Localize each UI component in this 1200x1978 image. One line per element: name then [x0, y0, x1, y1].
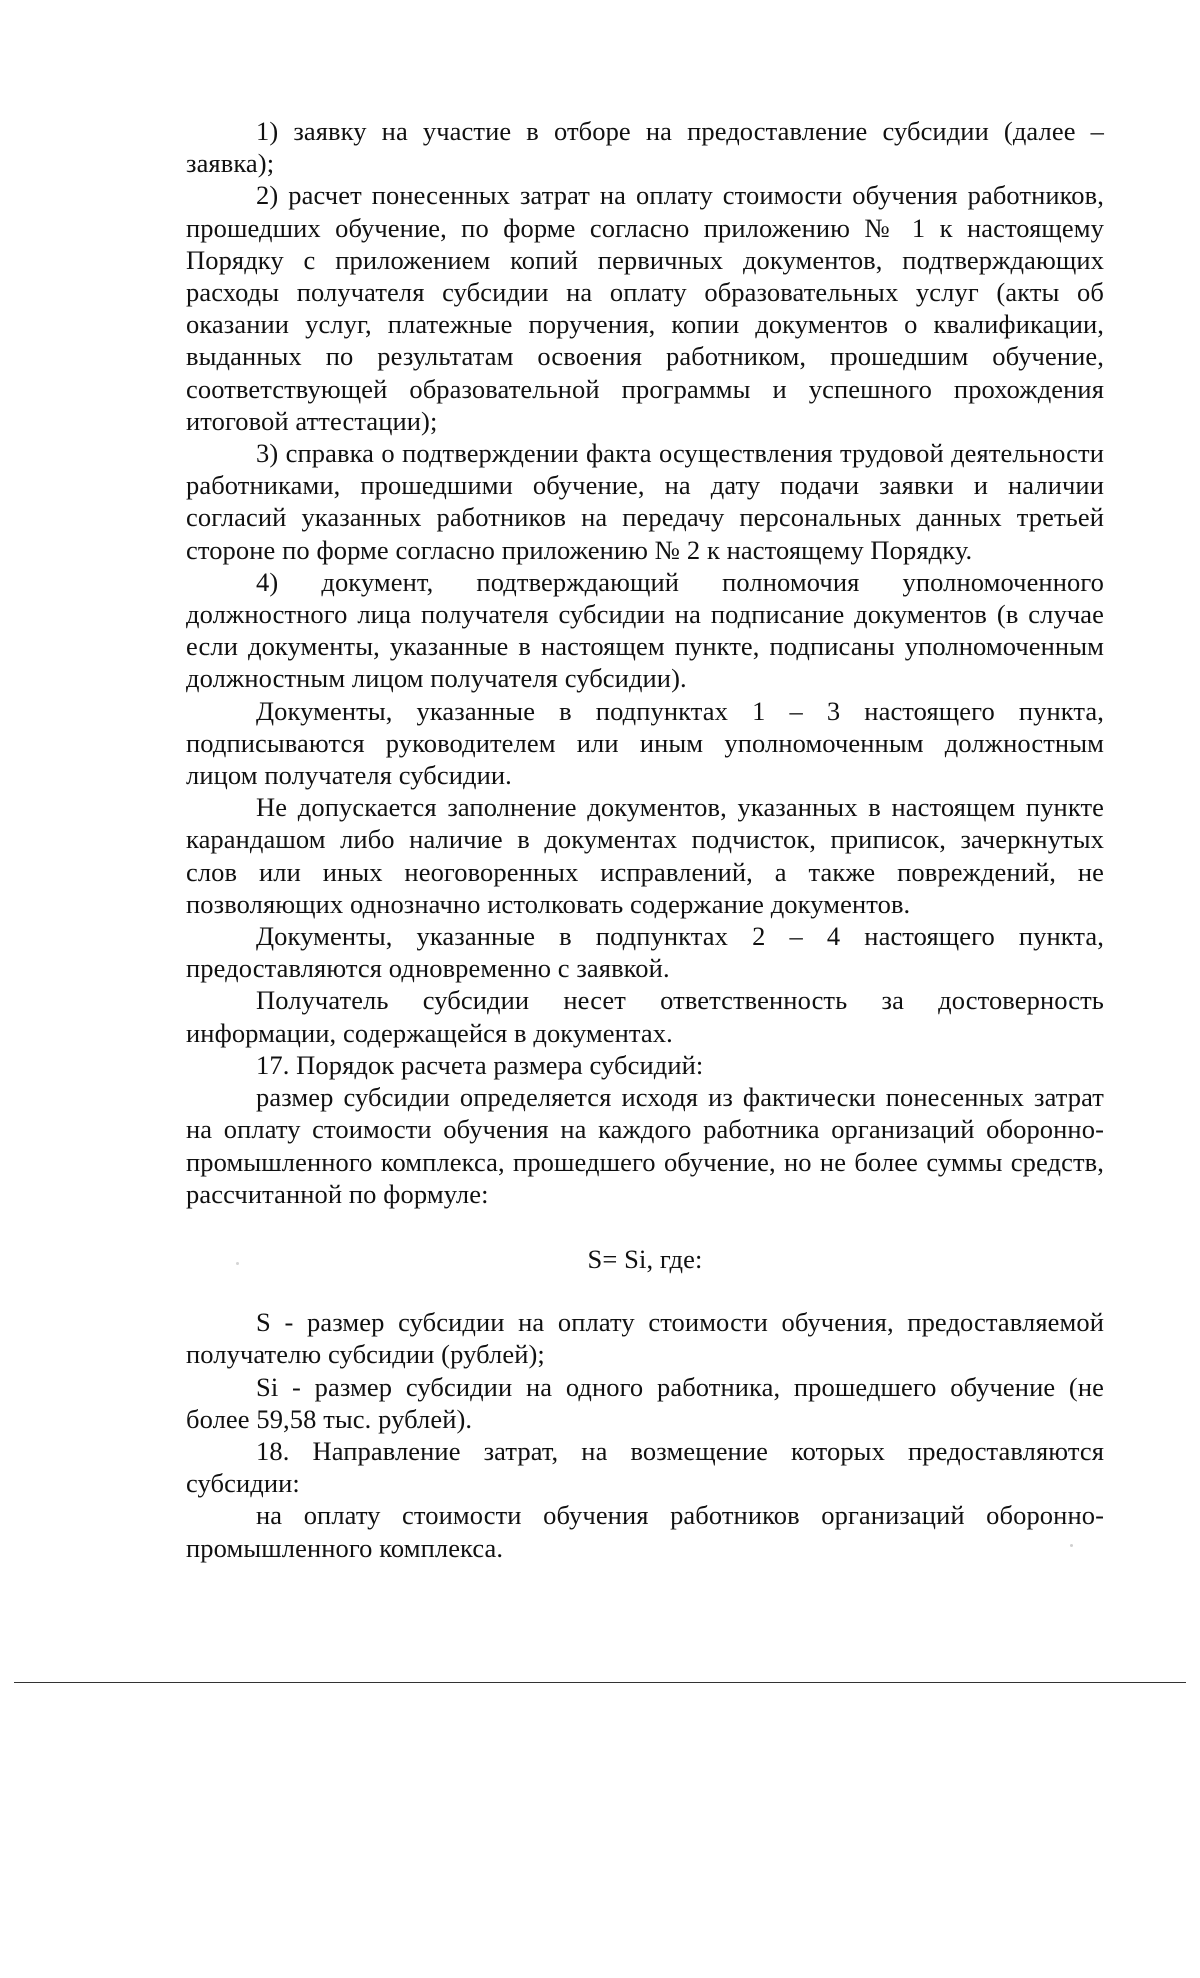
paragraph-item-3: 3) справка о подтверждении факта осуществления трудовой деятельности работниками, прошедшими обучение, на дату подачи заявки и наличии согласий указанных работников на передачу персональных данных третьей стороне по форме согласно приложению № 2 к настоящему Порядку. [186, 438, 1104, 565]
paragraph-submission-rule: Документы, указанные в подпунктах 2 – 4 настоящего пункта, предоставляются одновременно с заявкой. [186, 921, 1104, 984]
document-body [186, 115, 1104, 1564]
paragraph-item-1: 1) заявку на участие в отборе на предоставление субсидии (далее – заявка); [186, 116, 1104, 179]
scan-speck [236, 1262, 239, 1265]
paragraph-item-2: 2) расчет понесенных затрат на оплату стоимости обучения работников, прошедших обучение, по форме согласно приложению № 1 к настоящему Порядку с приложением копий первичных документов, подтверждающих расходы получателя субсидии на оплату образовательных услуг (акты об оказании услуг, платежные поручения, копии документов о квалификации, выданных по результатам освоения работником, прошедшим обучение, соответствующей образовательной программы и успешного прохождения итоговой аттестации); [186, 180, 1104, 436]
formula: S= Si, где: [587, 1243, 703, 1274]
paragraph-responsibility: Получатель субсидии несет ответственность за достоверность информации, содержащейся в документах. [186, 985, 1104, 1048]
paragraph-subsidy-size: размер субсидии определяется исходя из фактически понесенных затрат на оплату стоимости обучения на каждого работника организаций оборонно-промышленного комплекса, прошедшего обучение, но не более суммы средств, рассчитанной по формуле: [186, 1082, 1104, 1209]
section-18-heading: 18. Направление затрат, на возмещение которых предоставляются субсидии: [186, 1435, 1104, 1499]
paragraph-signature-rule: Документы, указанные в подпунктах 1 – 3 настоящего пункта, подписываются руководителем или иным уполномоченным должностным лицом получателя субсидии. [186, 695, 1104, 791]
paragraph-item-4: 4) документ, подтверждающий полномочия уполномоченного должностного лица получателя субсидии на подписание документов (в случае если документы, указанные в настоящем пункте, подписаны уполномоченным должностным лицом получателя субсидии). [186, 566, 1104, 694]
footer-divider-line [14, 1682, 1186, 1683]
scan-speck [1070, 1544, 1073, 1547]
paragraph-si-definition: Si - размер субсидии на одного работника, прошедшего обучение (не более 59,58 тыс. рублей). [186, 1371, 1104, 1434]
paragraph-cost-direction: на оплату стоимости обучения работников организаций оборонно-промышленного комплекса. [186, 1500, 1104, 1563]
paragraph-corrections-rule: Не допускается заполнение документов, указанных в настоящем пункте карандашом либо наличие в документах подчисток, приписок, зачеркнутых слов или иных неоговоренных исправлений, а также повреждений, не позволяющих однозначно истолковать содержание документов. [186, 792, 1104, 919]
section-17-heading: 17. Порядок расчета размера субсидий: [256, 1049, 704, 1080]
paragraph-s-definition: S - размер субсидии на оплату стоимости обучения, предоставляемой получателю субсидии (рублей); [186, 1307, 1104, 1370]
